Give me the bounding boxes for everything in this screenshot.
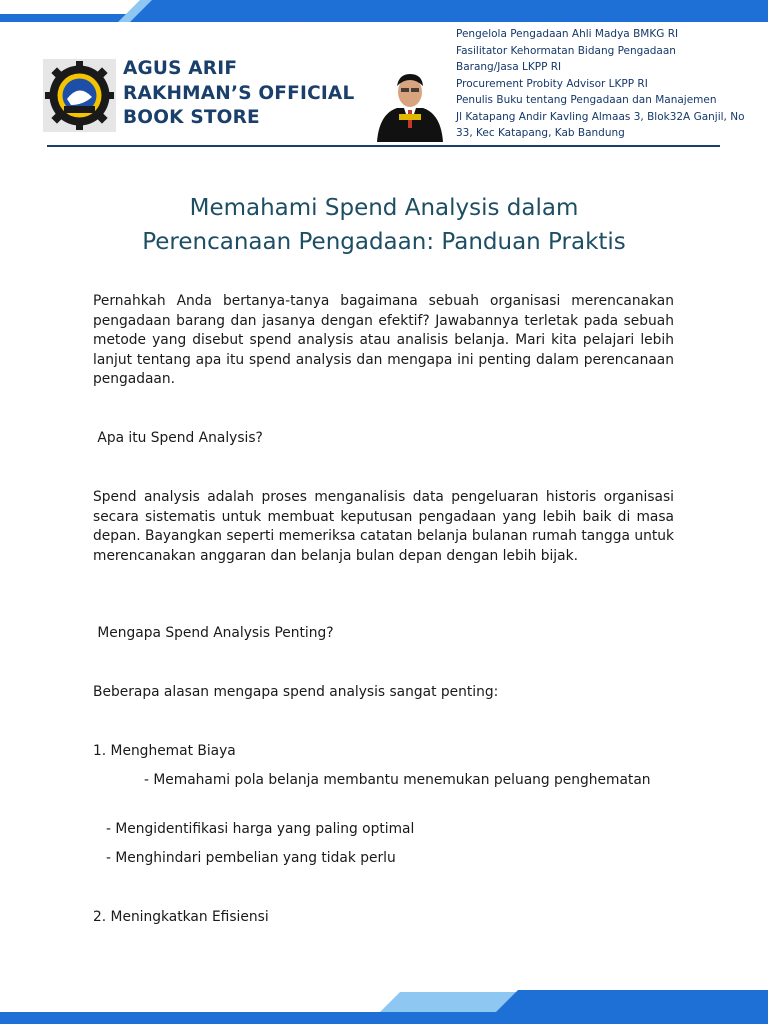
credential-line-2: Fasilitator Kehormatan Bidang Pengadaan: [456, 44, 676, 57]
intro-paragraph: Pernahkah Anda bertanya-tanya bagaimana sebuah organisasi merencanakan pengadaan barang dan jasanya dengan efektif? Jawabannya terletak pada sebuah metode yang disebut spend analysis atau analisis belanja. Mari kita pelajari lebih lanjut tentang apa itu spend analysis dan mengapa ini penting dalam perencanaan pengadaan.: [93, 293, 674, 387]
brand-line-2: RAKHMAN’S OFFICIAL: [123, 82, 355, 104]
list-item-1-point-2: - Mengidentifikasi harga yang paling optimal: [106, 821, 415, 837]
list-item-title-1: 1. Menghemat Biaya: [93, 743, 236, 759]
credential-line-6: Jl Katapang Andir Kavling Almaas 3, Blok32A Ganjil, No: [456, 110, 745, 123]
article-title: [60, 191, 708, 259]
gear-logo-icon: [43, 59, 116, 132]
section-heading-what: Apa itu Spend Analysis?: [93, 430, 263, 446]
title-line-1: Memahami Spend Analysis dalam: [189, 195, 579, 221]
brand-line-1: AGUS ARIF: [123, 58, 238, 79]
section-heading-why: Mengapa Spend Analysis Penting?: [93, 625, 334, 641]
definition-paragraph: Spend analysis adalah proses menganalisis data pengeluaran historis organisasi secara sistematis untuk membuat keputusan pengadaan yang lebih baik di masa depan. Bayangkan seperti memeriksa catatan belanja bulanan rumah tangga untuk merencanakan anggaran dan belanja bulan depan dengan lebih bijak.: [93, 489, 674, 564]
list-item-1-point-3: - Menghindari pembelian yang tidak perlu: [106, 850, 396, 866]
credential-line-1: Pengelola Pengadaan Ahli Madya BMKG RI: [456, 28, 679, 40]
brand-line-3: BOOK STORE: [123, 107, 260, 128]
credential-line-3: Barang/Jasa LKPP RI: [456, 61, 562, 73]
credential-line-7: 33, Kec Katapang, Kab Bandung: [456, 127, 625, 139]
store-brand-name: [123, 57, 383, 131]
author-photo: [373, 62, 447, 142]
header-divider: [47, 145, 720, 147]
store-header: [0, 28, 768, 164]
list-item-1-point-1: - Memahami pola belanja membantu menemukan peluang penghematan: [144, 772, 651, 788]
bottom-decorative-stripe: [0, 990, 768, 1024]
credential-line-4: Procurement Probity Advisor LKPP RI: [456, 77, 648, 90]
title-line-2: Perencanaan Pengadaan: Panduan Praktis: [142, 229, 626, 255]
list-item-title-2: 2. Meningkatkan Efisiensi: [93, 909, 269, 925]
store-logo: [43, 59, 116, 132]
author-credentials: [456, 26, 756, 142]
reasons-intro: Beberapa alasan mengapa spend analysis sangat penting:: [93, 684, 499, 700]
top-decorative-stripe: [0, 0, 768, 22]
credential-line-5: Penulis Buku tentang Pengadaan dan Manajemen: [456, 94, 717, 106]
